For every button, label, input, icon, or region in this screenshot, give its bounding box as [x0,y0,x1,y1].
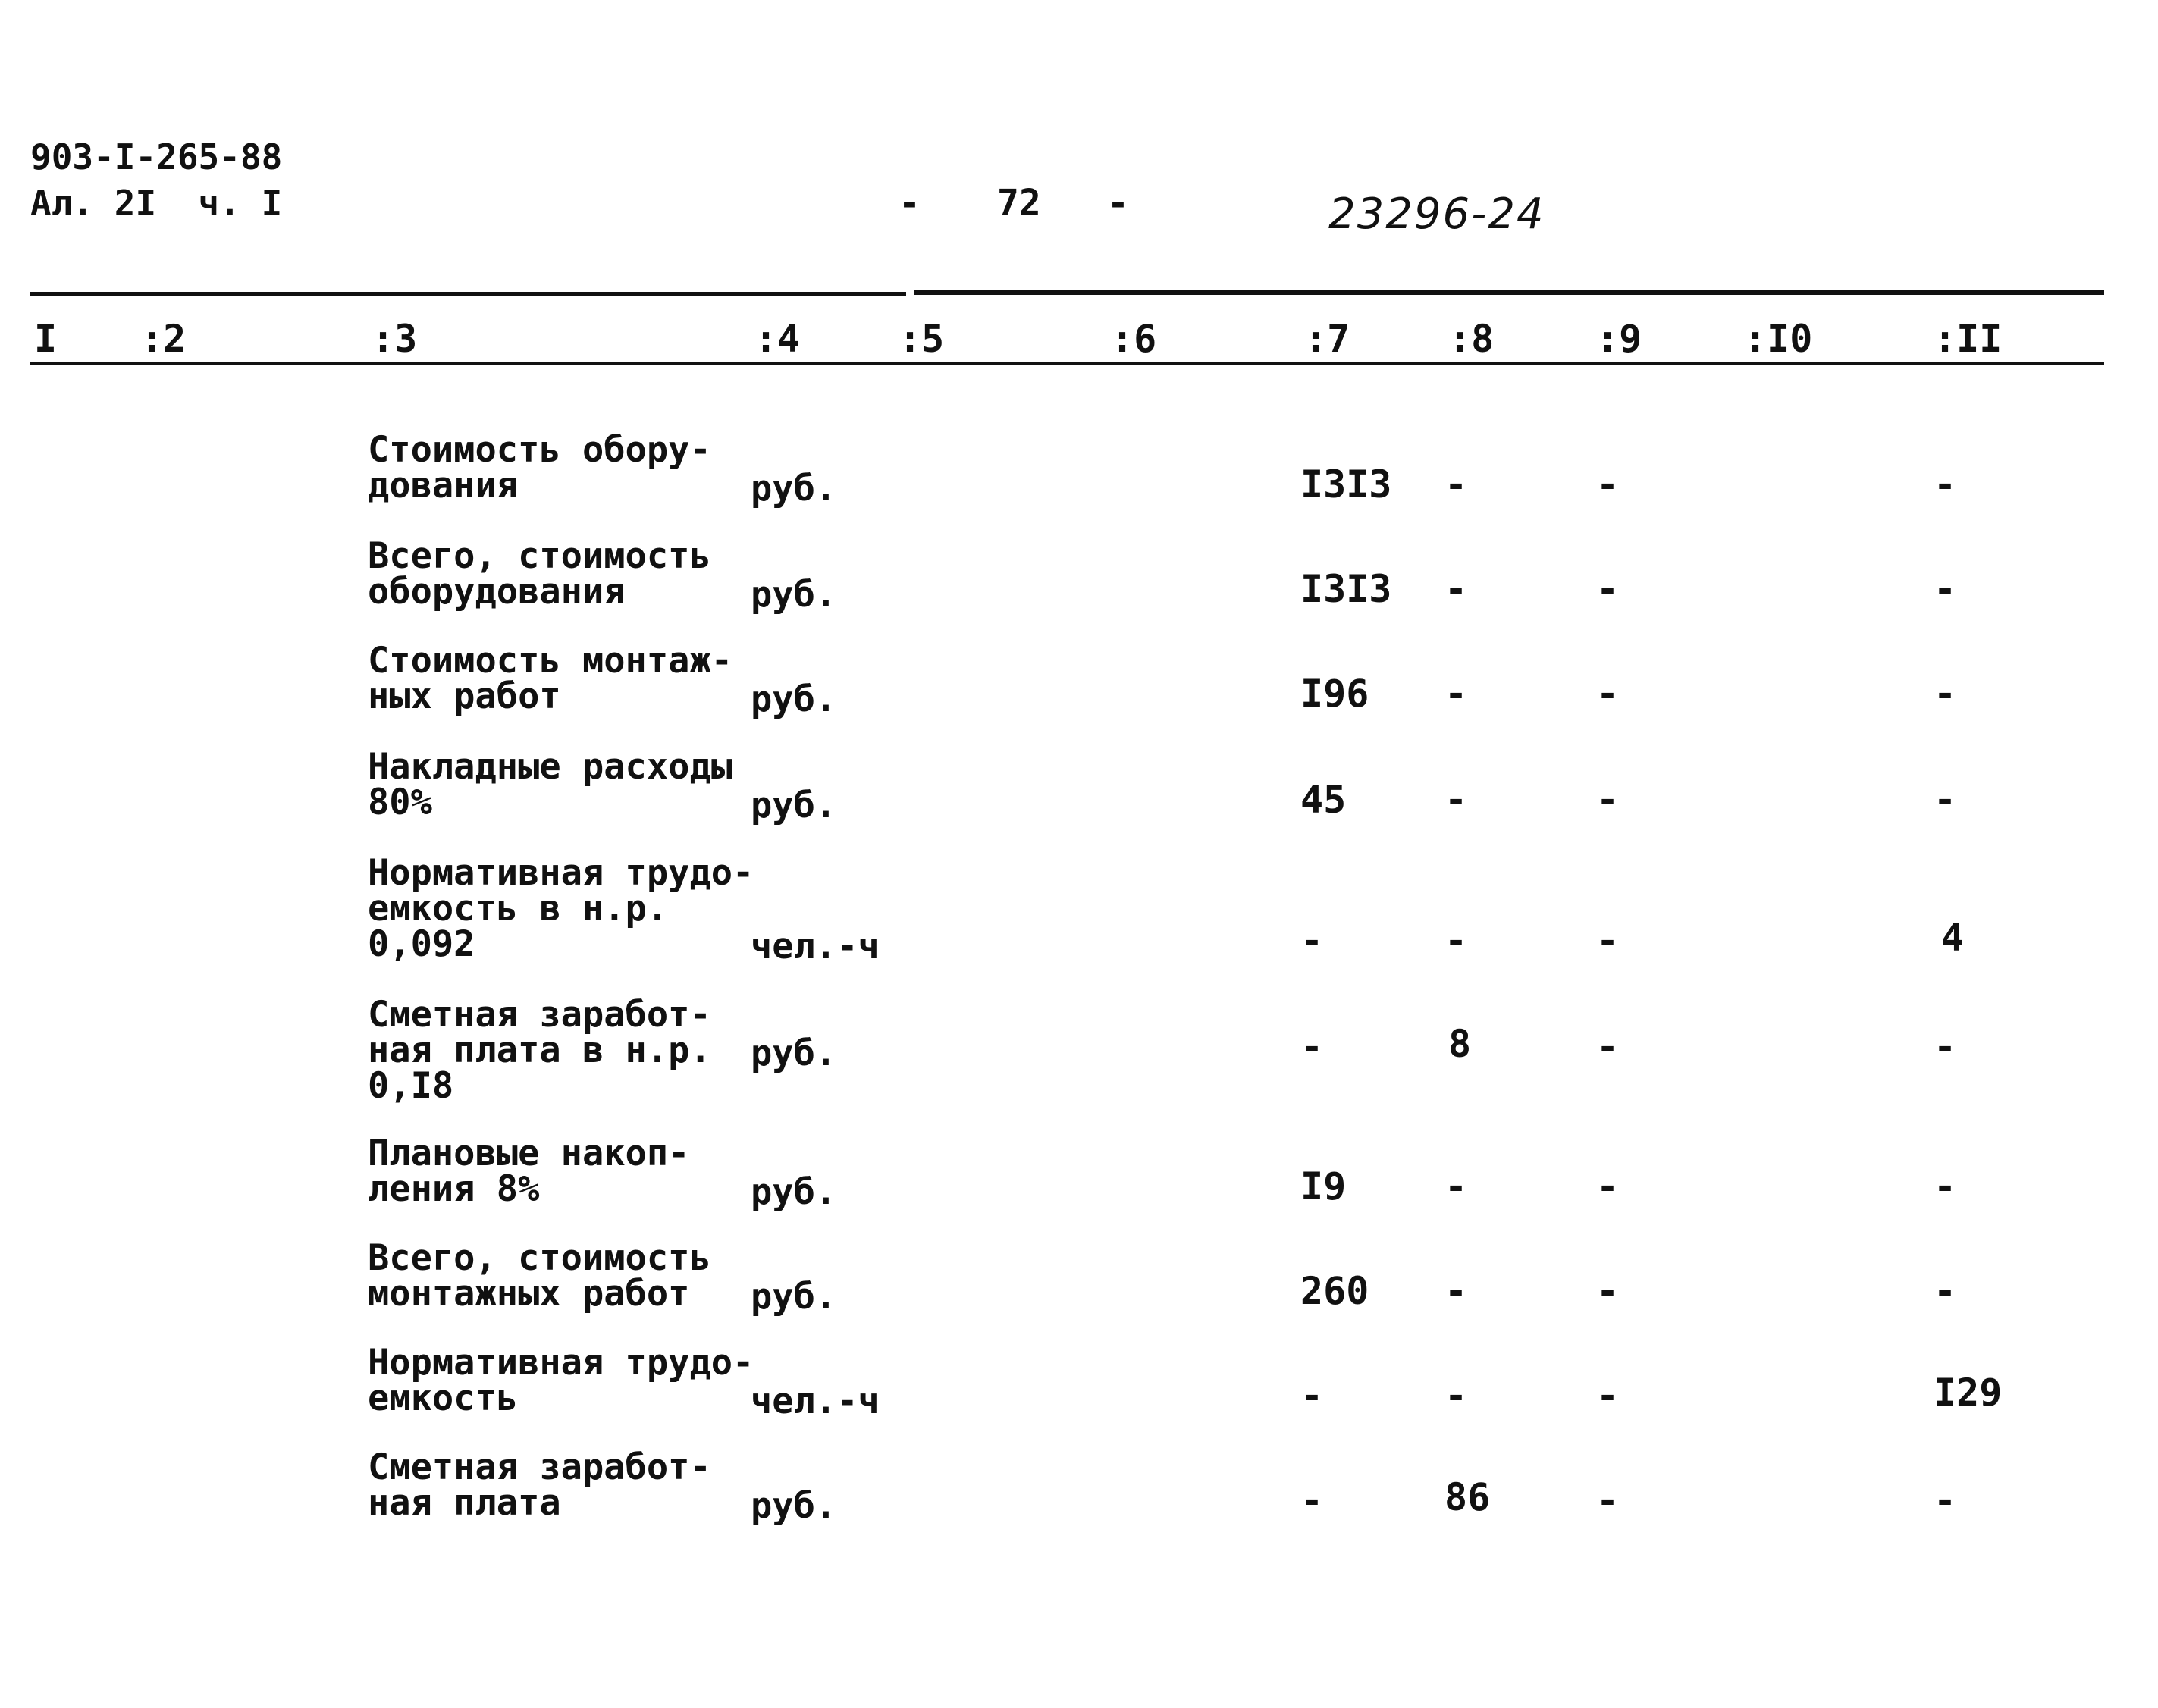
column-header-5: :5 [899,317,945,361]
row-8-unit: руб. [751,1276,837,1318]
row-6-col8: 8 [1448,1022,1472,1066]
row-9-label: Нормативная трудо- емкость [368,1342,754,1419]
header-bottom-rule [30,362,2104,365]
row-8-col9: - [1596,1269,1620,1313]
page-dash-right: - [1107,182,1129,224]
column-header-1: I [34,317,58,361]
row-2-col11: - [1934,567,1957,611]
row-5-col11: 4 [1941,916,1965,960]
row-8-label: Всего, стоимость монтажных работ [368,1237,711,1315]
row-7-unit: руб. [751,1171,837,1213]
row-10-col11: - [1934,1478,1957,1522]
row-2-label: Всего, стоимость оборудования [368,535,711,613]
row-10-label: Сметная заработ- ная плата [368,1446,711,1524]
row-8-col11: - [1934,1269,1957,1313]
row-2-unit: руб. [751,574,837,616]
page-dash-left: - [899,182,921,224]
column-header-6: :6 [1111,317,1157,361]
row-3-col8: - [1444,672,1468,716]
row-7-label: Плановые накоп- ления 8% [368,1133,690,1210]
row-4-col11: - [1934,778,1957,822]
column-header-11: :II [1934,317,2003,361]
row-4-label: Накладные расходы 80% [368,746,733,823]
column-header-4: :4 [754,317,801,361]
column-header-8: :8 [1448,317,1495,361]
row-6-col7: - [1300,1025,1324,1069]
row-1-col8: - [1444,462,1468,506]
row-10-col7: - [1300,1478,1324,1522]
row-8-col8: - [1444,1269,1468,1313]
row-7-col9: - [1596,1164,1620,1208]
row-9-unit: чел.-ч [751,1381,880,1422]
row-1-col11: - [1934,462,1957,506]
row-3-col7: I96 [1300,672,1369,716]
row-7-col11: - [1934,1164,1957,1208]
row-3-unit: руб. [751,678,837,720]
row-2-col7: I3I3 [1300,567,1392,611]
page-number: 72 [997,182,1041,224]
row-1-unit: руб. [751,468,837,509]
row-7-col8: - [1444,1164,1468,1208]
column-header-9: :9 [1596,317,1642,361]
row-4-col7: 45 [1300,778,1347,822]
row-5-col9: - [1596,919,1620,963]
sheet-reference: Ал. 2I ч. I [30,183,283,224]
row-2-col9: - [1596,567,1620,611]
column-header-7: :7 [1304,317,1350,361]
top-rule-right [914,290,2104,295]
row-3-col9: - [1596,672,1620,716]
row-5-col8: - [1444,919,1468,963]
row-1-label: Стоимость обору- дования [368,429,711,506]
row-6-col11: - [1934,1025,1957,1069]
row-3-label: Стоимость монтаж- ных работ [368,640,733,717]
row-5-unit: чел.-ч [751,926,880,967]
top-rule-left [30,292,906,296]
row-9-col11: I29 [1934,1371,2003,1415]
row-2-col8: - [1444,567,1468,611]
row-4-col8: - [1444,778,1468,822]
row-6-unit: руб. [751,1033,837,1074]
row-9-col7: - [1300,1374,1324,1418]
row-10-col8: 86 [1444,1475,1491,1519]
column-header-10: :I0 [1744,317,1813,361]
row-7-col7: I9 [1300,1164,1347,1208]
row-1-col9: - [1596,462,1620,506]
row-5-col7: - [1300,919,1324,963]
handwritten-number: 23296-24 [1328,190,1545,239]
row-4-unit: руб. [751,785,837,826]
row-8-col7: 260 [1300,1269,1369,1313]
column-header-3: :3 [372,317,418,361]
row-10-unit: руб. [751,1485,837,1527]
row-3-col11: - [1934,672,1957,716]
row-6-col9: - [1596,1025,1620,1069]
row-4-col9: - [1596,778,1620,822]
row-9-col8: - [1444,1374,1468,1418]
row-5-label: Нормативная трудо- емкость в н.р. 0,092 [368,852,754,965]
row-6-label: Сметная заработ- ная плата в н.р. 0,I8 [368,994,711,1107]
document-code: 903-I-265-88 [30,136,283,177]
row-9-col9: - [1596,1374,1620,1418]
row-10-col9: - [1596,1478,1620,1522]
row-1-col7: I3I3 [1300,462,1392,506]
column-header-2: :2 [140,317,187,361]
